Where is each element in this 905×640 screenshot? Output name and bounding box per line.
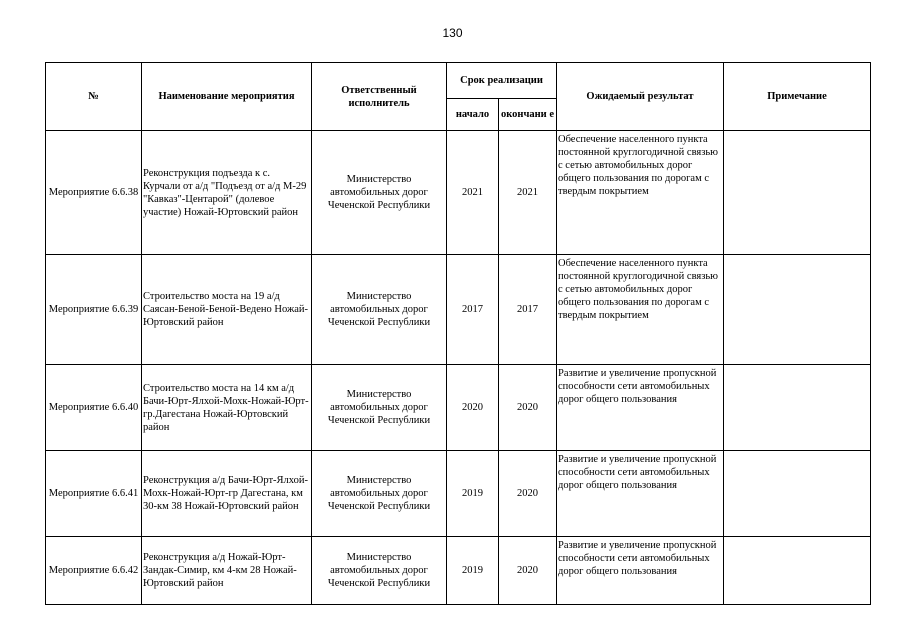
row-executor: Министерство автомобильных дорог Чеченской Республики	[312, 451, 447, 537]
row-name: Реконструкция а/д Бачи-Юрт-Ялхой-Мохк-Ножай-Юрт-гр Дагестана, км 30-км 38 Ножай-Юртовский район	[142, 451, 312, 537]
header-result: Ожидаемый результат	[557, 63, 724, 131]
table-row	[46, 131, 871, 255]
row-result: Обеспечение населенного пункта постоянной круглогодичной связью с сетью автомобильных дорог общего пользования по дорогам с твердым покрытием	[557, 131, 724, 255]
header-num: №	[46, 63, 142, 131]
header-start: начало	[447, 99, 499, 131]
row-number: Мероприятие 6.6.40	[46, 365, 142, 451]
row-number: Мероприятие 6.6.41	[46, 451, 142, 537]
table-row	[46, 255, 871, 365]
row-number: Мероприятие 6.6.42	[46, 537, 142, 605]
row-start: 2019	[447, 451, 499, 537]
row-end: 2020	[499, 537, 557, 605]
row-note	[724, 451, 871, 537]
row-note	[724, 131, 871, 255]
row-name: Строительство моста на 19 а/д Саясан-Беной-Беной-Ведено Ножай-Юртовский район	[142, 255, 312, 365]
row-result: Развитие и увеличение пропускной способности сети автомобильных дорог общего пользования	[557, 365, 724, 451]
header-end: окончани е	[499, 99, 557, 131]
row-executor: Министерство автомобильных дорог Чеченской Республики	[312, 255, 447, 365]
row-name: Строительство моста на 14 км а/д Бачи-Юрт-Ялхой-Мохк-Ножай-Юрт-гр.Дагестана Ножай-Юртовский район	[142, 365, 312, 451]
row-end: 2020	[499, 451, 557, 537]
row-executor: Министерство автомобильных дорог Чеченской Республики	[312, 365, 447, 451]
row-note	[724, 255, 871, 365]
row-start: 2017	[447, 255, 499, 365]
table-row	[46, 451, 871, 537]
header-name: Наименование мероприятия	[142, 63, 312, 131]
row-end: 2021	[499, 131, 557, 255]
header-period: Срок реализации	[447, 63, 557, 99]
row-name: Реконструкция а/д Ножай-Юрт-Зандак-Симир, км 4-км 28 Ножай-Юртовский район	[142, 537, 312, 605]
row-number: Мероприятие 6.6.39	[46, 255, 142, 365]
row-number: Мероприятие 6.6.38	[46, 131, 142, 255]
row-name: Реконструкция подъезда к с. Курчали от а/д "Подъезд от а/д М-29 "Кавказ"-Центарой" (долевое участие) Ножай-Юртовский район	[142, 131, 312, 255]
row-start: 2021	[447, 131, 499, 255]
row-note	[724, 537, 871, 605]
header-executor: Ответственный исполнитель	[312, 63, 447, 131]
row-start: 2019	[447, 537, 499, 605]
row-result: Обеспечение населенного пункта постоянной круглогодичной связью с сетью автомобильных дорог общего пользования по дорогам с твердым покрытием	[557, 255, 724, 365]
row-end: 2017	[499, 255, 557, 365]
header-note: Примечание	[724, 63, 871, 131]
row-end: 2020	[499, 365, 557, 451]
row-executor: Министерство автомобильных дорог Чеченской Республики	[312, 131, 447, 255]
table-row	[46, 537, 871, 605]
row-result: Развитие и увеличение пропускной способности сети автомобильных дорог общего пользования	[557, 451, 724, 537]
row-result: Развитие и увеличение пропускной способности сети автомобильных дорог общего пользования	[557, 537, 724, 605]
row-executor: Министерство автомобильных дорог Чеченской Республики	[312, 537, 447, 605]
page-number: 130	[442, 26, 463, 40]
row-note	[724, 365, 871, 451]
row-start: 2020	[447, 365, 499, 451]
measures-table	[45, 62, 871, 605]
table-row	[46, 365, 871, 451]
